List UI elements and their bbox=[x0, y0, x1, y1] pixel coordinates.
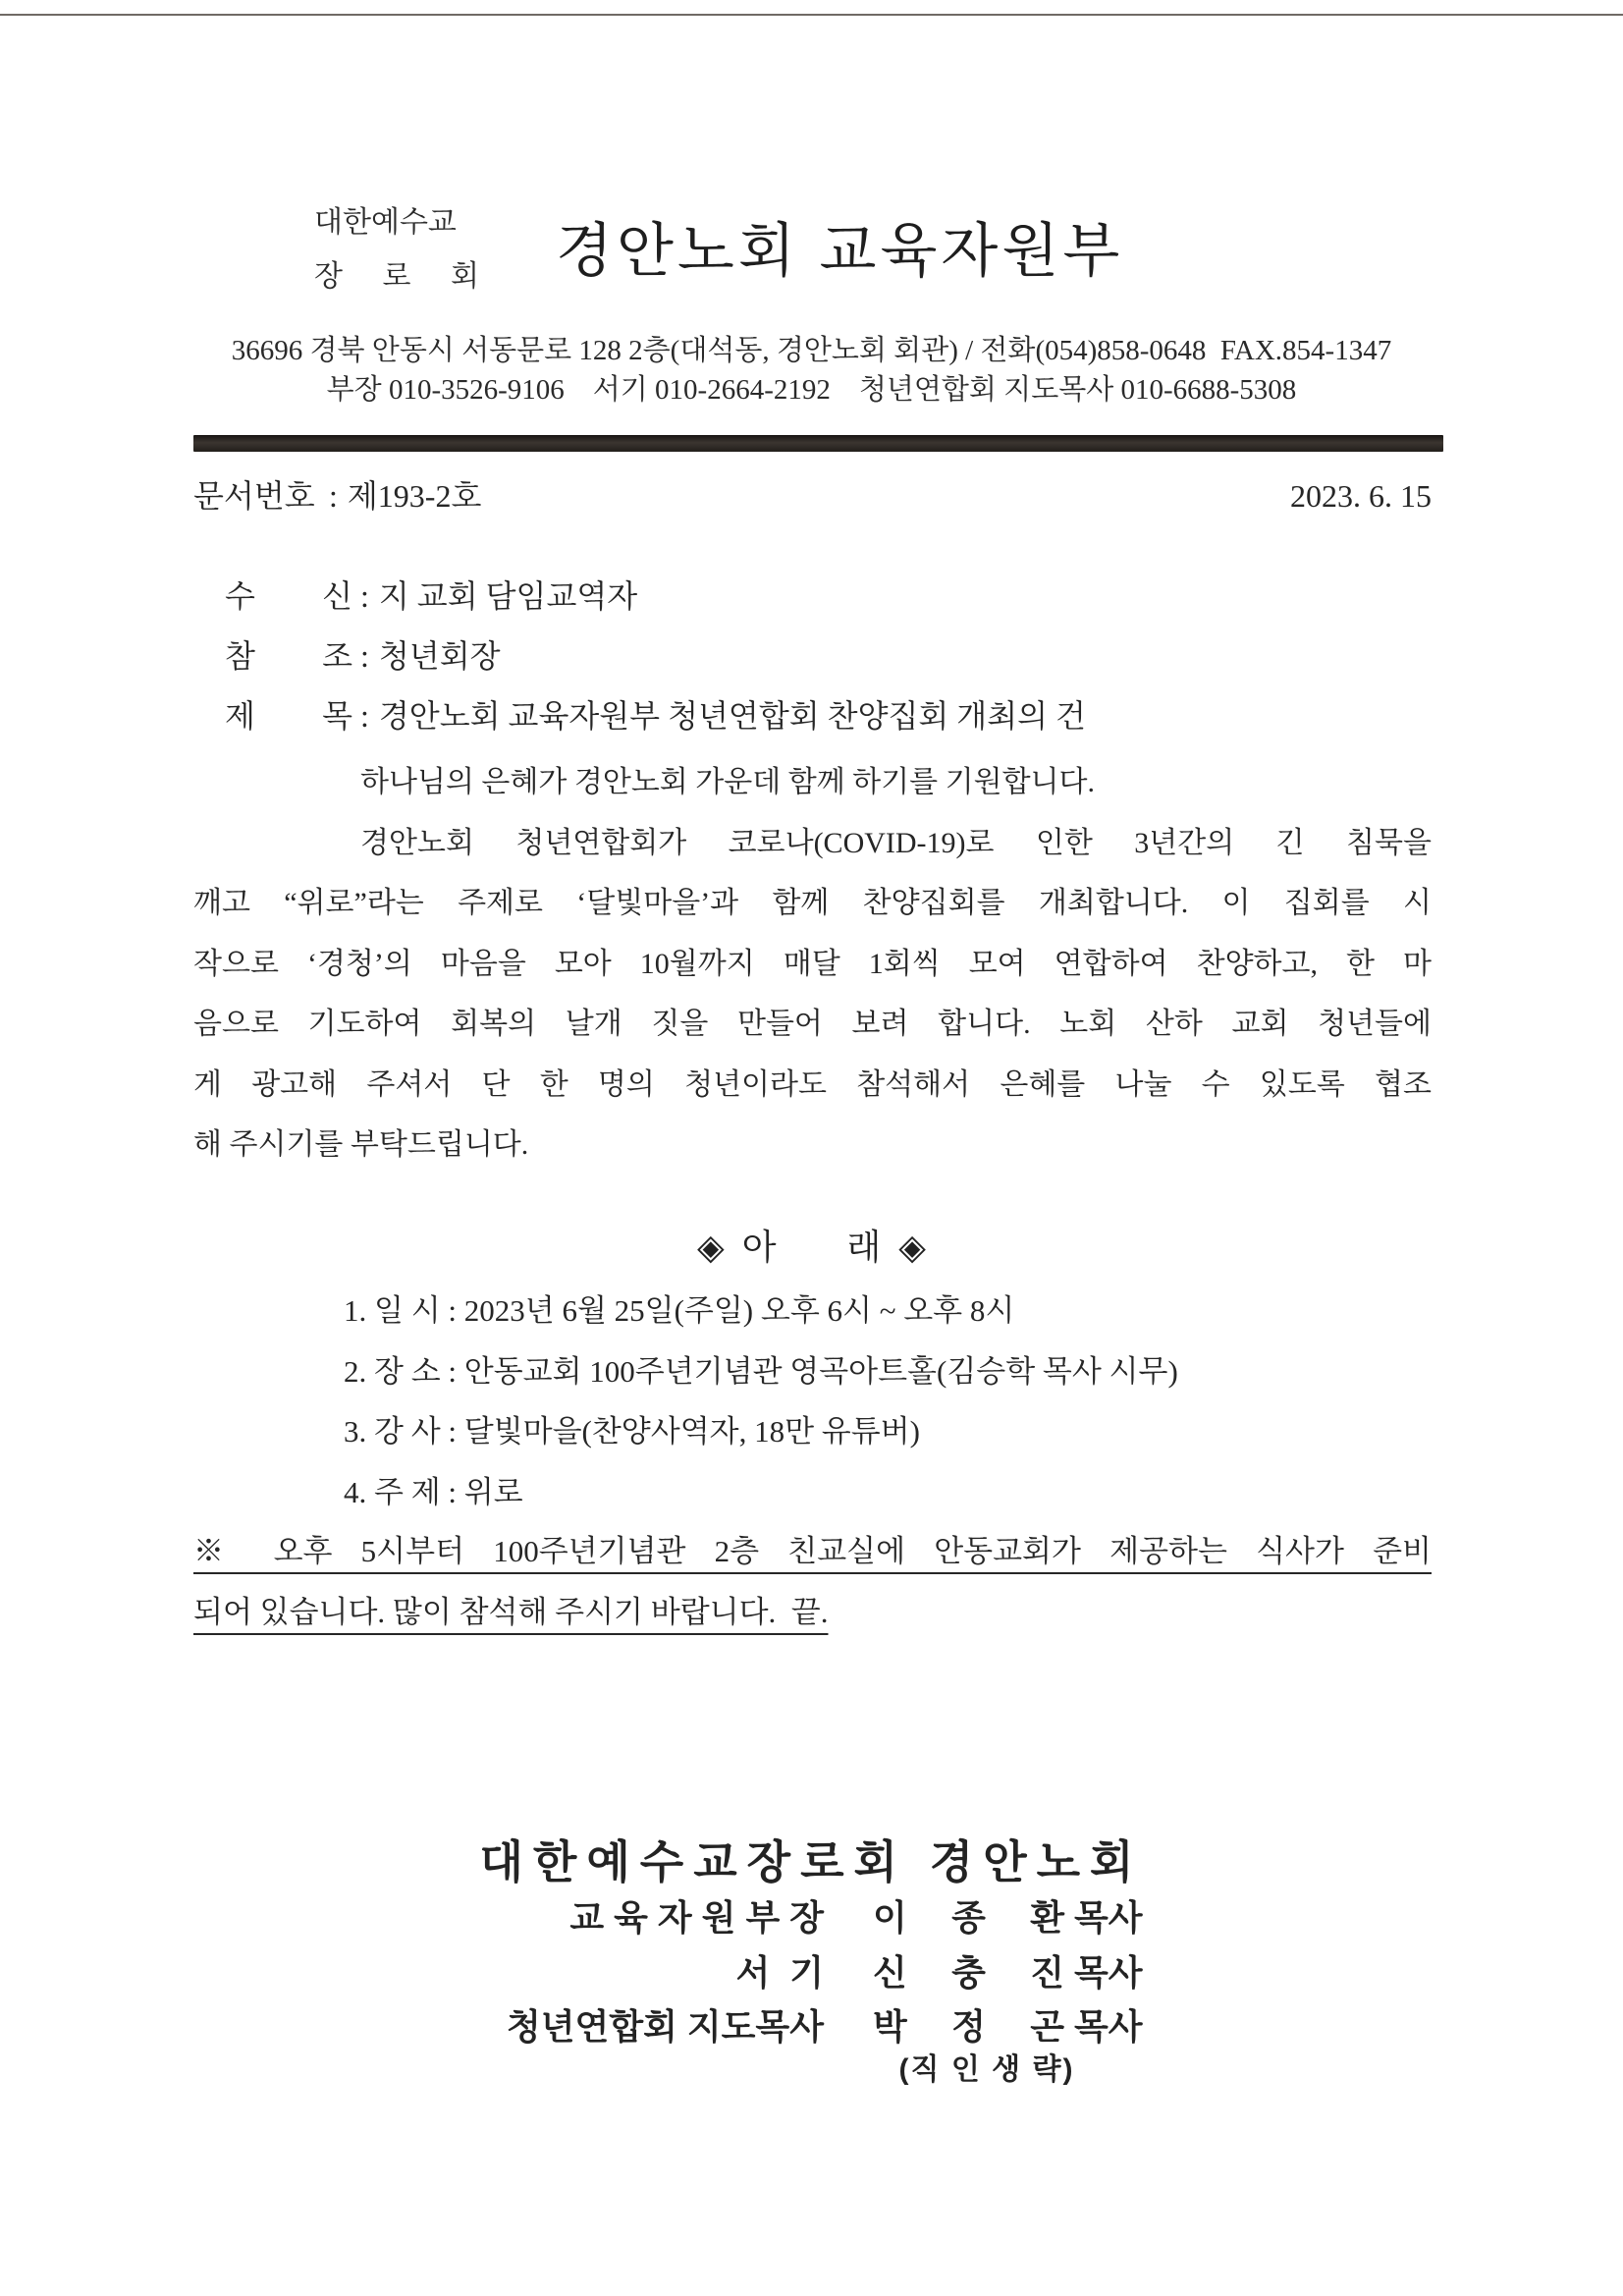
cc-colon: : bbox=[360, 638, 369, 674]
signature-row-youth-pastor bbox=[0, 1999, 1623, 2054]
officer-role: 교 육 자 원 부 장 bbox=[569, 1897, 824, 1938]
doc-number-label: 문서번호 bbox=[193, 478, 315, 514]
doc-number-colon: : bbox=[329, 478, 338, 514]
meal-notice-line-1: ※ 오후 5시부터 100주년기념관 2층 친교실에 안동교회가 제공하는 식사가 준비 bbox=[193, 1534, 1432, 1568]
agenda-item-venue: 2. 장 소 : 안동교회 100주년기념관 영곡아트홀(김승학 목사 시무) bbox=[344, 1353, 1178, 1389]
subject-colon: : bbox=[360, 698, 369, 734]
signature-organization: 대한예수교장로회 경안노회 bbox=[479, 1836, 1144, 1887]
doc-date: 2023. 6. 15 bbox=[1290, 478, 1432, 514]
seal-omitted-note: (직 인 생 략) bbox=[898, 2053, 1075, 2086]
cc-label: 참 조 bbox=[225, 638, 352, 674]
officer-name: 이 종 환 bbox=[873, 1897, 1064, 1938]
officer-title-suffix: 목사 bbox=[1074, 1897, 1143, 1938]
denomination-line-1: 대한예수교 bbox=[314, 206, 457, 239]
agenda-item-datetime: 1. 일 시 : 2023년 6월 25일(주일) 오후 6시 ~ 오후 8시 bbox=[344, 1293, 1015, 1328]
recipient-colon: : bbox=[360, 578, 369, 614]
body-line: 경안노회 청년연합회가 코로나(COVID-19)로 인한 3년간의 긴 침묵을 bbox=[360, 826, 1432, 859]
officer-role: 청년연합회 지도목사 bbox=[507, 2006, 824, 2047]
agenda-item-speaker: 3. 강 사 : 달빛마을(찬양사역자, 18만 유튜버) bbox=[344, 1414, 920, 1449]
officer-name: 신 충 진 bbox=[873, 1951, 1064, 1993]
officer-role: 서 기 bbox=[735, 1951, 824, 1993]
denomination-line-2: 장 로 회 bbox=[314, 260, 479, 293]
letterhead-title: 경안노회 교육자원부 bbox=[556, 218, 1124, 284]
doc-number-field bbox=[193, 476, 481, 516]
doc-number-row bbox=[193, 476, 1432, 516]
body-line: 깨고 “위로”라는 주제로 ‘달빛마을’과 함께 찬양집회를 개최합니다. 이 집회를 시 bbox=[193, 887, 1432, 919]
officer-title-suffix: 목사 bbox=[1074, 2006, 1143, 2047]
recipient-label: 수 신 bbox=[225, 578, 352, 614]
denomination-block bbox=[314, 206, 479, 294]
signature-officers bbox=[0, 1890, 1623, 2054]
body-line: 음으로 기도하여 회복의 날개 짓을 만들어 보려 합니다. 노회 산하 교회 청년들에 bbox=[193, 1008, 1432, 1040]
subject-label: 제 목 bbox=[225, 698, 352, 734]
body-line: 작으로 ‘경청’의 마음을 모아 10월까지 매달 1회씩 모여 연합하여 찬양하고, 한 마 bbox=[193, 947, 1432, 980]
recipient-value: 지 교회 담임교역자 bbox=[378, 578, 638, 614]
below-section-header: ◈ 아 래 ◈ bbox=[697, 1228, 926, 1267]
cc-value: 청년회장 bbox=[378, 638, 501, 674]
body-line: 게 광고해 주셔서 단 한 명의 청년이라도 참석해서 은혜를 나눌 수 있도록 협조 bbox=[193, 1067, 1432, 1101]
signature-row-director bbox=[0, 1890, 1623, 1945]
doc-number-value: 제193-2호 bbox=[347, 478, 482, 514]
letterhead-address: 36696 경북 안동시 서동문로 128 2층(대석동, 경안노회 회관) / 전화(054)858-0648 FAX.854-1347 bbox=[231, 335, 1392, 366]
subject-value: 경안노회 교육자원부 청년연합회 찬양집회 개최의 건 bbox=[378, 698, 1086, 734]
body-line: 하나님의 은혜가 경안노회 가운데 함께 하기를 기원합니다. bbox=[360, 766, 1096, 798]
officer-name: 박 정 곤 bbox=[873, 2006, 1064, 2047]
divider-bar bbox=[193, 435, 1443, 452]
officer-title-suffix: 목사 bbox=[1074, 1951, 1143, 1993]
letterhead-contacts: 부장 010-3526-9106 서기 010-2664-2192 청년연합회 지도목사 010-6688-5308 bbox=[326, 374, 1297, 406]
body-line: 해 주시기를 부탁드립니다. bbox=[193, 1128, 529, 1161]
scan-artifact-line bbox=[0, 14, 1623, 16]
agenda-item-theme: 4. 주 제 : 위로 bbox=[344, 1474, 523, 1509]
signature-row-secretary bbox=[0, 1945, 1623, 2000]
meal-notice bbox=[193, 1521, 1432, 1642]
agenda-items bbox=[344, 1281, 1434, 1522]
body-paragraph bbox=[193, 752, 1432, 1175]
meal-notice-line-2: 되어 있습니다. 많이 참석해 주시기 바랍니다. 끝. bbox=[193, 1594, 829, 1629]
